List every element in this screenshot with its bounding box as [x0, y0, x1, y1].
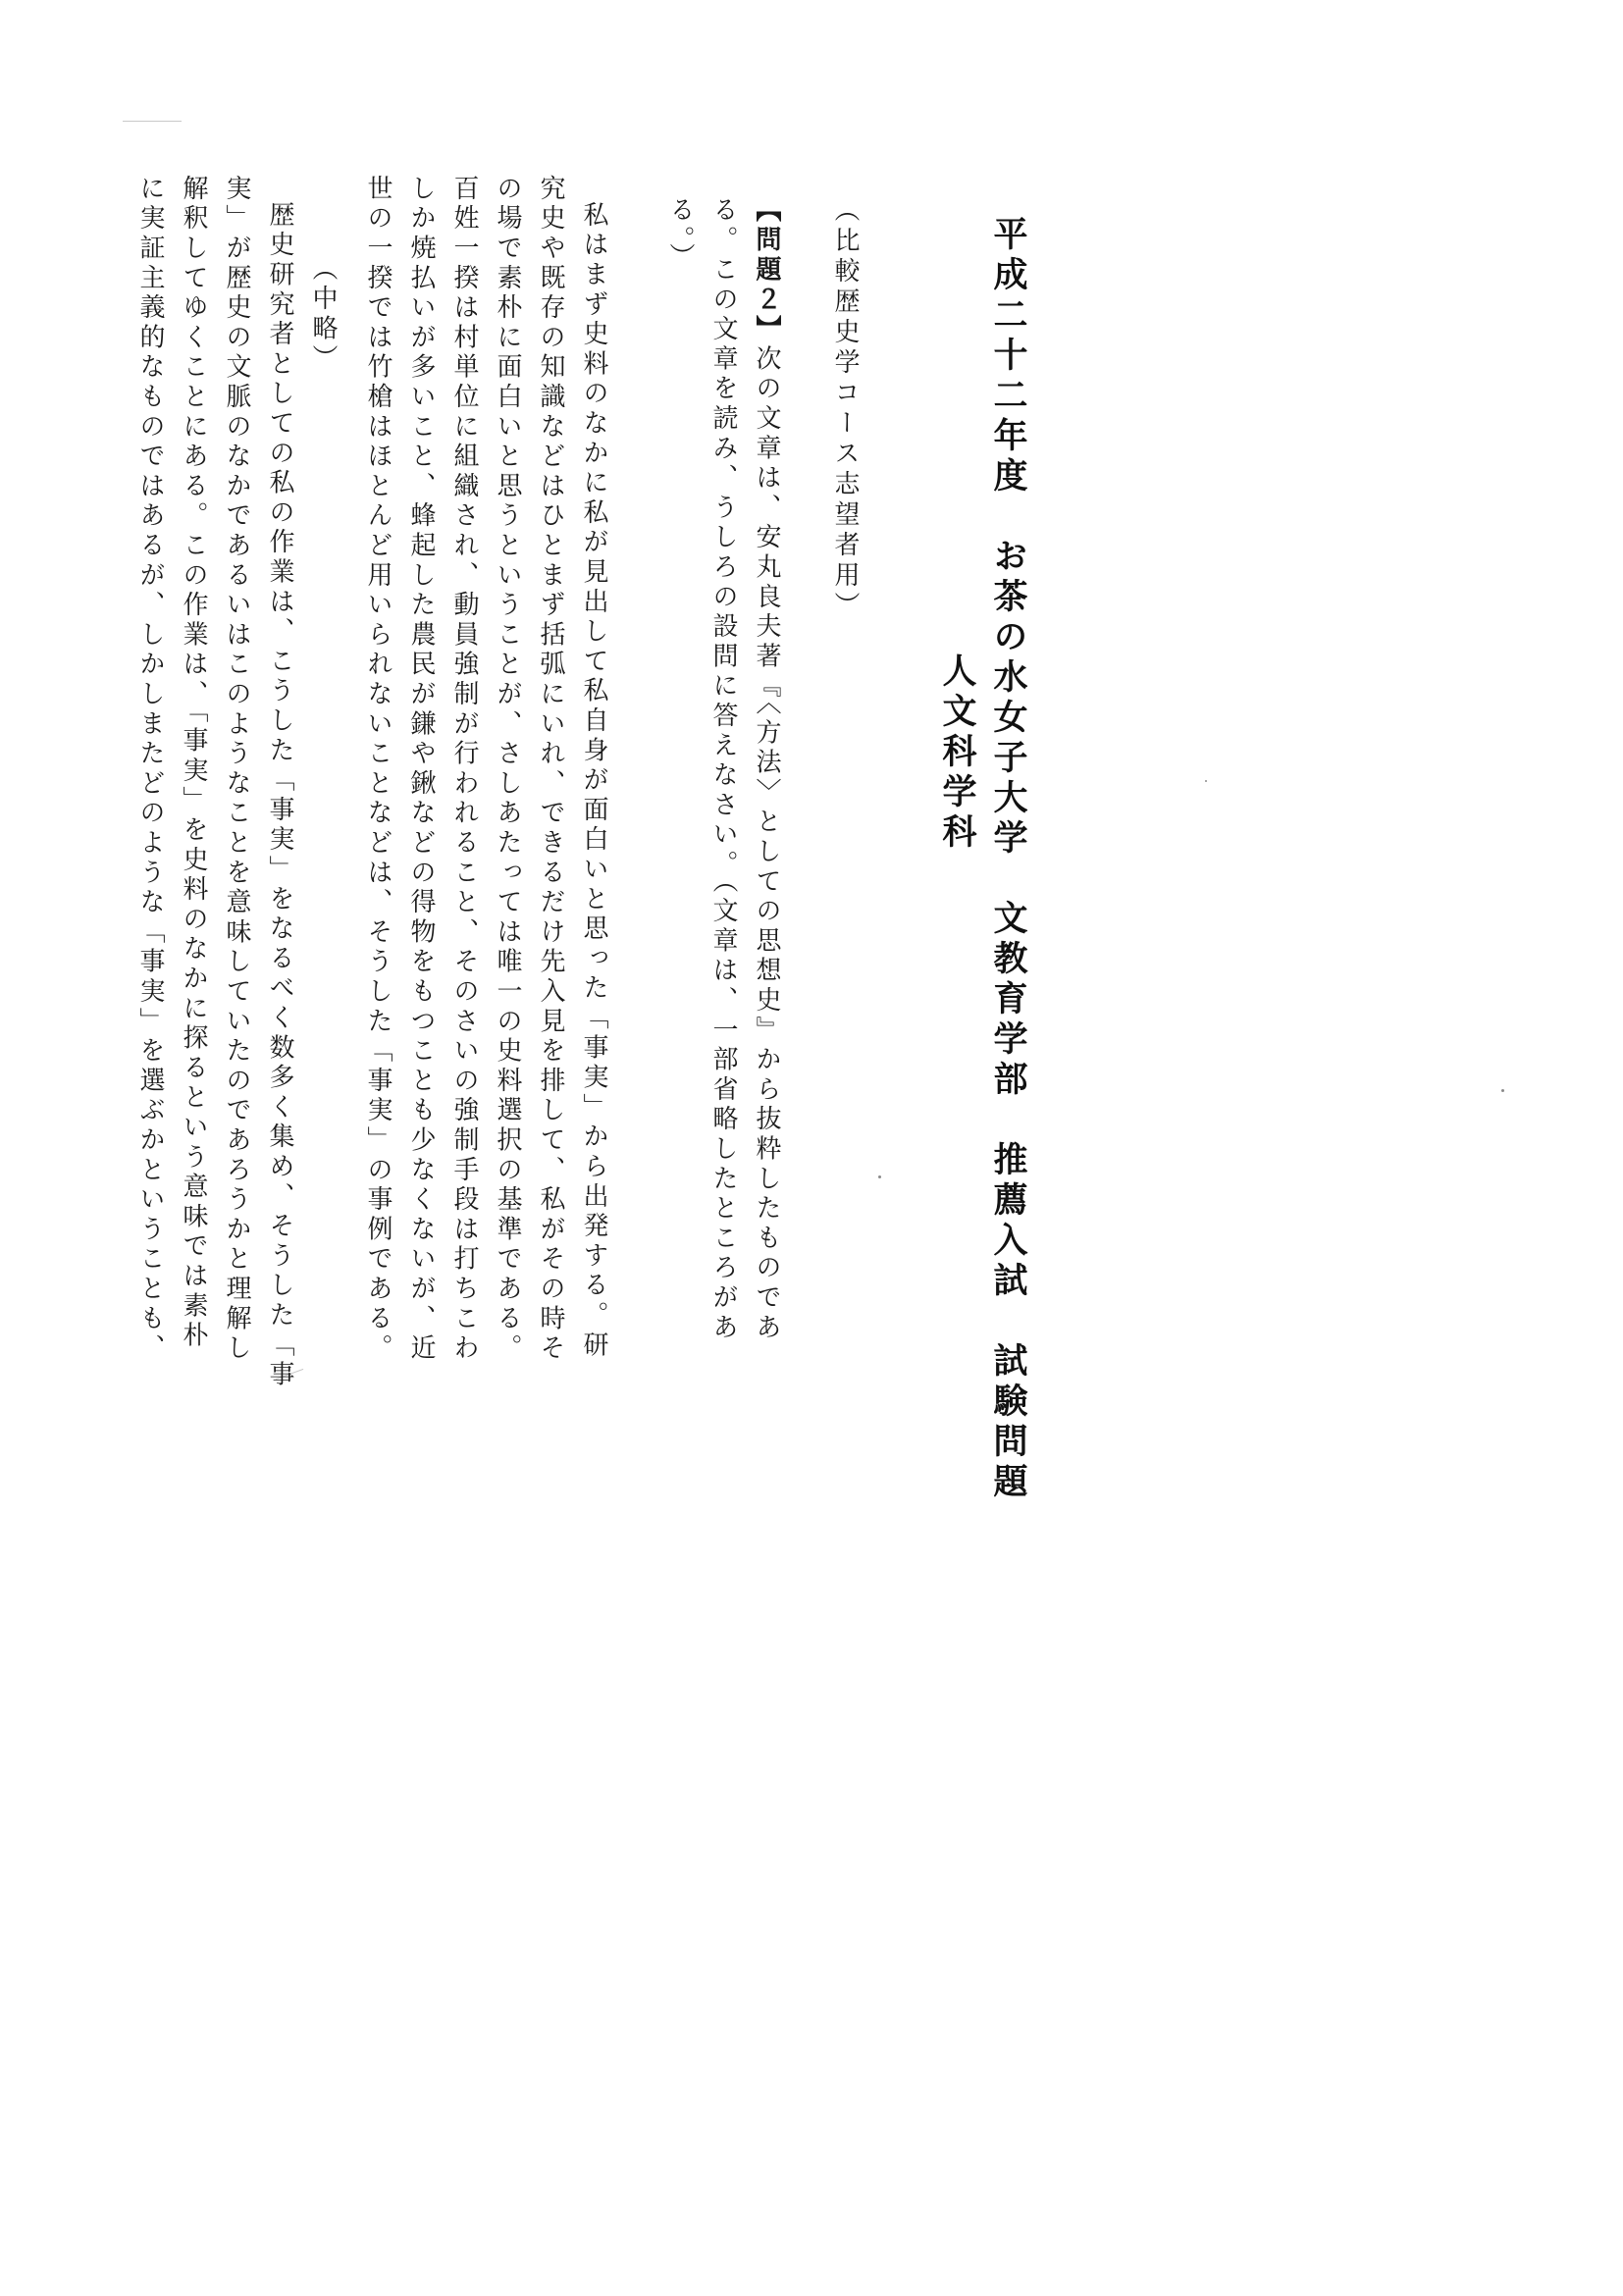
passage-line: 究史や既存の知識などはひとまず括弧にいれ、できるだけ先入見を排して、私がその時そ — [536, 175, 565, 1364]
passage-line: の場で素朴に面白いと思うということが、さしあたっては唯一の史料選択の基準である。 — [493, 175, 522, 1364]
scan-speck — [1501, 1089, 1504, 1092]
scan-speck — [878, 1175, 881, 1178]
passage-line: しか焼払いが多いこと、蜂起した農民が鎌や鍬などの得物をもつことも少なくないが、近 — [406, 175, 436, 1364]
question-intro-line-3: る。） — [665, 196, 695, 273]
passage-line: 私はまず史料のなかに私が見出して私自身が面白いと思った「事実」から出発する。研 — [579, 201, 608, 1361]
passage-line: 歴史研究者としての私の作業は、こうした「事実」をなるべく数多く集め、そうした「事 — [265, 201, 294, 1390]
question-intro-text: 次の文章は、安丸良夫著『〈方法〉としての思想史』から抜粋したものであ — [752, 344, 781, 1343]
question-intro-line-2: る。この文章を読み、うしろの設問に答えなさい。（文章は、一部省略したところがあ — [708, 196, 738, 1343]
course-note: （比較歴史学コース志望者用） — [830, 196, 860, 622]
passage-line: 実」が歴史の文脈のなかであるいはこのようなことを意味していたのであろうかと理解し — [222, 175, 251, 1364]
exam-title: 平成二十二年度 お茶の水女子大学 文教育学部 推薦入試 試験問題 — [988, 216, 1028, 1503]
passage-line: 世の一揆では竹槍はほとんど用いられないことなどは、そうした「事実」の事例である。 — [363, 175, 393, 1364]
scan-artifact-line — [123, 121, 182, 122]
passage-line: 百姓一揆は村単位に組織され、動員強制が行われること、そのさいの強制手段は打ちこわ — [449, 175, 479, 1364]
question-intro-line-1 — [754, 196, 779, 1343]
passage-line: 解釈してゆくことにある。この作業は、「事実」を史料のなかに探るという意味では素朴 — [179, 175, 208, 1351]
department-name: 人文科学科 — [937, 652, 977, 854]
passage-line: に実証主義的なものではあるが、しかしまたどのような「事実」を選ぶかということも、 — [135, 175, 165, 1364]
question-label: 【問題２】 — [752, 196, 781, 345]
omission-marker: （中略） — [308, 255, 338, 375]
scan-speck — [1205, 780, 1207, 782]
